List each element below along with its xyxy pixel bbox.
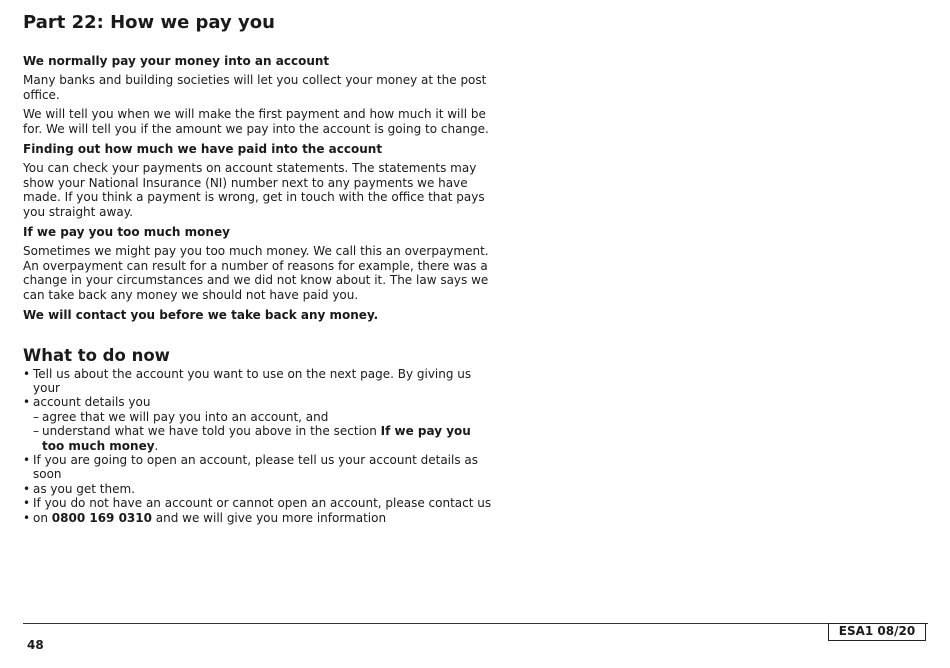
phone-number: 0800 169 0310: [51, 510, 152, 525]
section-pay-into-account: [23, 54, 493, 136]
list-item-text: on: [33, 510, 52, 525]
list-item-text: .: [154, 438, 159, 453]
list-item: • account details you: [23, 395, 493, 409]
list-item-text: and we will give you more information: [151, 510, 387, 525]
footer-divider: [23, 623, 928, 624]
section-heading: We normally pay your money into an account: [23, 54, 330, 68]
list-item: [23, 424, 493, 438]
section-finding-out: [23, 142, 493, 219]
section-overpayment: [23, 225, 493, 302]
list-item: – agree that we will pay you into an account, and: [23, 410, 493, 424]
what-to-do-heading: What to do now: [23, 345, 170, 365]
what-to-do-list: [23, 367, 493, 525]
paragraph: Sometimes we might pay you too much money. We call this an overpayment. An overpayment can result for a number of reasons for example, there was a change in your circumstances and we did not know about it. The law says we can take back any money we should not have paid you.: [23, 244, 489, 302]
paragraph: You can check your payments on account statements. The statements may show your National Insurance (NI) number next to any payments we have made. If you think a payment is wrong, get in touch with the office that pays you straight away.: [23, 161, 485, 219]
paragraph: We will tell you when we will make the first payment and how much it will be for. We will tell you if the amount we pay into the account is going to change.: [23, 107, 489, 136]
page-title: Part 22: How we pay you: [23, 12, 275, 33]
contact-statement: We will contact you before we take back any money.: [23, 308, 379, 322]
list-item-bold: too much money: [42, 438, 155, 453]
section-heading: If we pay you too much money: [23, 225, 230, 239]
page-content: [23, 12, 493, 525]
list-item: • as you get them.: [23, 482, 493, 496]
form-reference: ESA1 08/20: [828, 623, 926, 641]
list-item: • If you do not have an account or cannot open an account, please contact us: [23, 496, 493, 510]
page-number: 48: [27, 638, 44, 652]
paragraph: Many banks and building societies will let you collect your money at the post office.: [23, 73, 487, 102]
list-item: [23, 439, 493, 453]
list-item: • Tell us about the account you want to use on the next page. By giving us your: [23, 367, 493, 396]
list-item: • If you are going to open an account, please tell us your account details as soon: [23, 453, 493, 482]
section-heading: Finding out how much we have paid into the account: [23, 142, 383, 156]
list-item: [23, 511, 493, 525]
list-item-bold: If we pay you: [380, 424, 471, 439]
list-item-text: understand what we have told you above in the section: [42, 424, 381, 439]
